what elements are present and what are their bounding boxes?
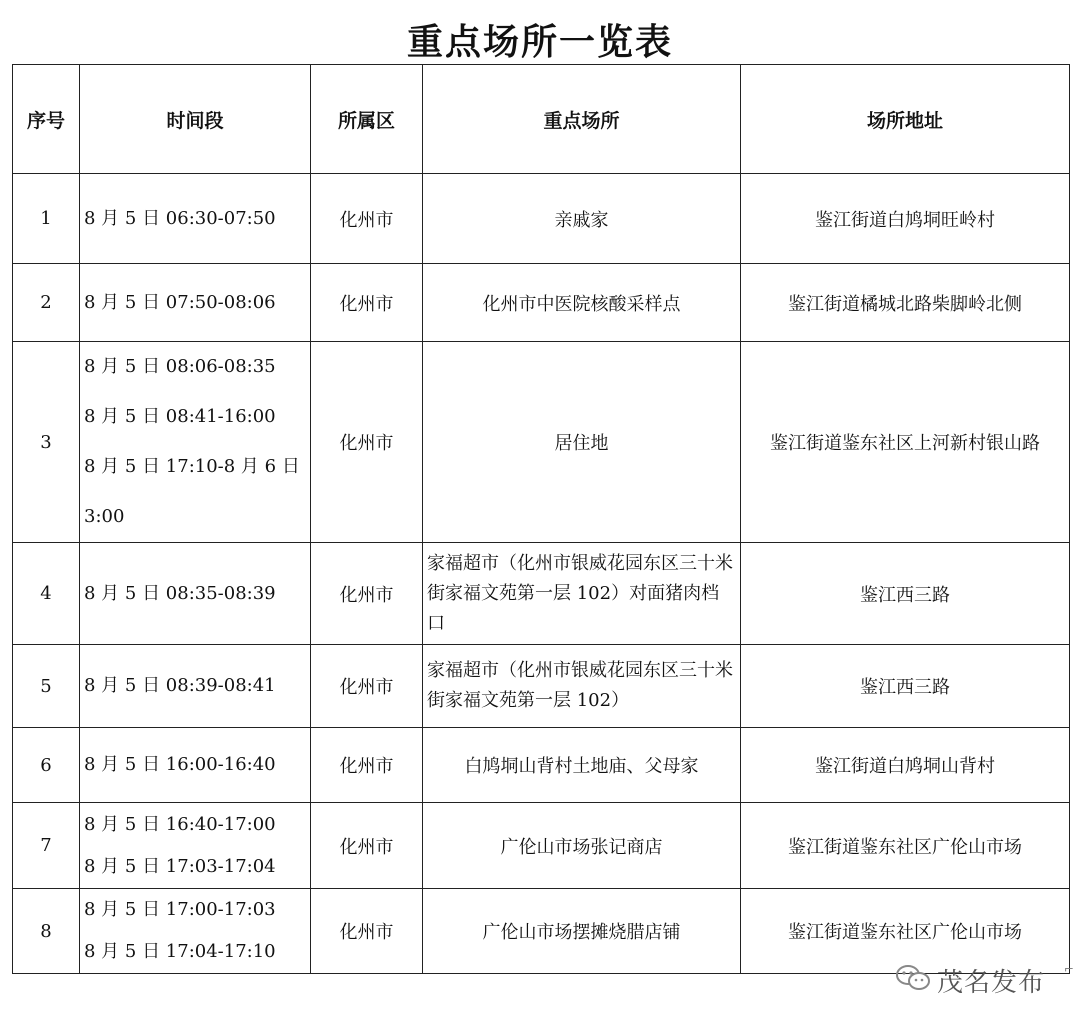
cell-time xyxy=(80,728,311,803)
time-line: 8 月 5 日 17:03-17:04 xyxy=(84,855,276,877)
cell-place: 家福超市（化州市银威花园东区三十米街家福文苑第一层 102）对面猪肉档口 xyxy=(423,543,741,645)
time-line: 8 月 5 日 08:39-08:41 xyxy=(84,675,276,696)
cell-seq: 8 xyxy=(13,889,80,974)
cell-time xyxy=(80,889,311,974)
time-line: 8 月 5 日 16:00-16:40 xyxy=(84,754,276,775)
cell-time xyxy=(80,264,311,342)
cell-time xyxy=(80,342,311,543)
time-line: 8 月 5 日 08:41-16:00 xyxy=(84,406,276,427)
time-line: 8 月 5 日 06:30-07:50 xyxy=(84,207,276,229)
table-row xyxy=(13,803,1070,889)
cell-place: 化州市中医院核酸采样点 xyxy=(423,264,741,342)
cell-place: 亲戚家 xyxy=(423,174,741,264)
header-place: 重点场所 xyxy=(423,65,741,174)
cell-seq: 3 xyxy=(13,342,80,543)
cell-seq: 4 xyxy=(13,543,80,645)
watermark xyxy=(895,958,1045,1002)
cell-seq: 6 xyxy=(13,728,80,803)
table-row xyxy=(13,645,1070,728)
cell-place: 白鸠垌山背村土地庙、父母家 xyxy=(423,728,741,803)
header-district: 所属区 xyxy=(311,65,423,174)
header-address: 场所地址 xyxy=(741,65,1070,174)
cell-place: 家福超市（化州市银威花园东区三十米街家福文苑第一层 102） xyxy=(423,645,741,728)
table-row xyxy=(13,543,1070,645)
time-line: 8 月 5 日 08:35-08:39 xyxy=(84,582,276,604)
table-row xyxy=(13,342,1070,543)
cell-address: 鉴江西三路 xyxy=(741,543,1070,645)
cell-district: 化州市 xyxy=(311,543,423,645)
cell-seq: 7 xyxy=(13,803,80,889)
cell-seq: 1 xyxy=(13,174,80,264)
cell-district: 化州市 xyxy=(311,645,423,728)
cell-time xyxy=(80,645,311,728)
cell-district: 化州市 xyxy=(311,889,423,974)
time-line: 3:00 xyxy=(84,506,125,527)
cell-address: 鉴江街道白鸠垌山背村 xyxy=(741,728,1070,803)
cell-address: 鉴江西三路 xyxy=(741,645,1070,728)
time-line: 8 月 5 日 08:06-08:35 xyxy=(84,356,276,377)
time-line: 8 月 5 日 16:40-17:00 xyxy=(84,813,276,835)
page-title: 重点场所一览表 xyxy=(406,21,673,63)
cell-time xyxy=(80,174,311,264)
key-places-table xyxy=(12,64,1070,974)
cell-address: 鉴江街道鉴东社区广伦山市场 xyxy=(741,889,1070,974)
cell-address: 鉴江街道白鸠垌旺岭村 xyxy=(741,174,1070,264)
cell-address: 鉴江街道鉴东社区上河新村银山路 xyxy=(741,342,1070,543)
time-line: 8 月 5 日 17:00-17:03 xyxy=(84,899,276,920)
table-row xyxy=(13,174,1070,264)
cell-district: 化州市 xyxy=(311,728,423,803)
cell-district: 化州市 xyxy=(311,342,423,543)
header-time: 时间段 xyxy=(80,65,311,174)
cell-seq: 2 xyxy=(13,264,80,342)
brand-name: 茂名发布 xyxy=(937,967,1046,998)
table-row xyxy=(13,728,1070,803)
cell-address: 鉴江街道橘城北路柴脚岭北侧 xyxy=(741,264,1070,342)
cell-place: 广伦山市场摆摊烧腊店铺 xyxy=(423,889,741,974)
cell-place: 广伦山市场张记商店 xyxy=(423,803,741,889)
cell-time xyxy=(80,543,311,645)
cell-seq: 5 xyxy=(13,645,80,728)
cell-district: 化州市 xyxy=(311,264,423,342)
wechat-icon xyxy=(895,963,931,997)
cell-place: 居住地 xyxy=(423,342,741,543)
cell-address: 鉴江街道鉴东社区广伦山市场 xyxy=(741,803,1070,889)
cell-district: 化州市 xyxy=(311,174,423,264)
time-line: 8 月 5 日 17:10-8 月 6 日 xyxy=(84,456,300,477)
time-line: 8 月 5 日 07:50-08:06 xyxy=(84,291,276,313)
time-line: 8 月 5 日 17:04-17:10 xyxy=(84,941,276,962)
cell-district: 化州市 xyxy=(311,803,423,889)
header-seq: 序号 xyxy=(13,65,80,174)
table-row xyxy=(13,264,1070,342)
corner-mark: ⌐ xyxy=(1063,962,1074,976)
table-header-row xyxy=(13,65,1070,174)
cell-time xyxy=(80,803,311,889)
